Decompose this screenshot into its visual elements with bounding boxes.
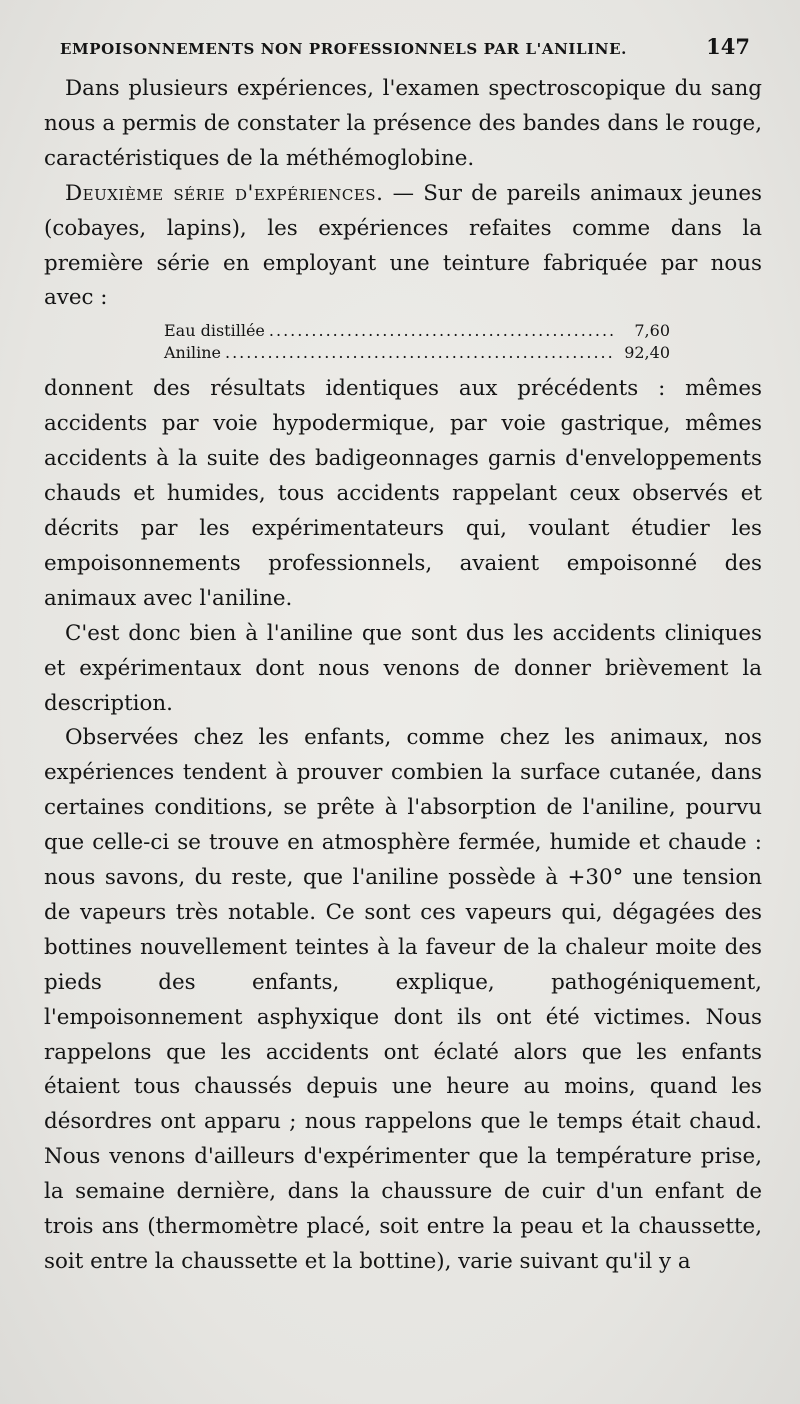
- recipe-ingredient: Aniline: [164, 343, 221, 363]
- recipe-row: [164, 320, 670, 342]
- body-text: [44, 72, 762, 1280]
- page-header: [60, 34, 750, 64]
- paragraph-conclusion: C'est donc bien à l'aniline que sont dus les accidents cliniques et expérimentaux dont nous venons de donner brièvement la description.: [44, 620, 762, 716]
- recipe-amount: 7,60: [634, 321, 670, 341]
- paragraph-results: donnent des résultats identiques aux précédents : mêmes accidents par voie hypodermique, par voie gastrique, mêmes accidents à la suite des badigeonnages garnis d'enveloppements chauds et humides, tous accidents rappelant ceux observés et décrits par les expérimentateurs qui, voulant étudier les empoisonnements professionnels, avaient empoisonné des animaux avec l'aniline.: [44, 376, 762, 611]
- section-heading: Deuxième série d'expériences.: [65, 180, 384, 206]
- leader-dots: [269, 320, 614, 342]
- running-head: EMPOISONNEMENTS NON PROFESSIONNELS PAR L'ANILINE.: [60, 40, 627, 58]
- leader-dots: [225, 342, 614, 364]
- paragraph-spectroscopy: Dans plusieurs expériences, l'examen spectroscopique du sang nous a permis de constater la présence des bandes dans le rouge, caractéristiques de la méthémoglobine.: [44, 76, 762, 171]
- paragraph-second-series-text: — Sur de pareils animaux jeunes (cobayes, lapins), les expériences refaites comme dans la première série en employant une teinture fabriquée par nous avec :: [44, 180, 762, 311]
- paragraph-observations: Observées chez les enfants, comme chez les animaux, nos expériences tendent à prouver combien la surface cutanée, dans certaines conditions, se prête à l'absorption de l'aniline, pourvu que celle-ci se trouve en atmosphère fermée, humide et chaude : nous savons, du reste, que l'aniline possède à +30° une tension de vapeurs très notable. Ce sont ces vapeurs qui, dégagées des bottines nouvellement teintes à la faveur de la chaleur moite des pieds des enfants, explique, pathogéniquement, l'empoisonnement asphyxique dont ils ont été victimes. Nous rappelons que les accidents ont éclaté alors que les enfants étaient tous chaussés depuis une heure au moins, quand les désordres ont apparu ; nous rappelons que le temps était chaud. Nous venons d'ailleurs d'expérimenter que la température prise, la semaine dernière, dans la chaussure de cuir d'un enfant de trois ans (thermomètre placé, soit entre la peau et la chaussette, soit entre la chaussette et la bottine), varie suivant qu'il y a: [44, 725, 762, 1274]
- recipe-amount: 92,40: [624, 343, 670, 363]
- recipe-table: [164, 316, 670, 372]
- page-number: 147: [706, 34, 750, 59]
- recipe-ingredient: Eau distillée: [164, 321, 265, 341]
- recipe-row: [164, 342, 670, 364]
- paragraph-second-series: [44, 177, 762, 317]
